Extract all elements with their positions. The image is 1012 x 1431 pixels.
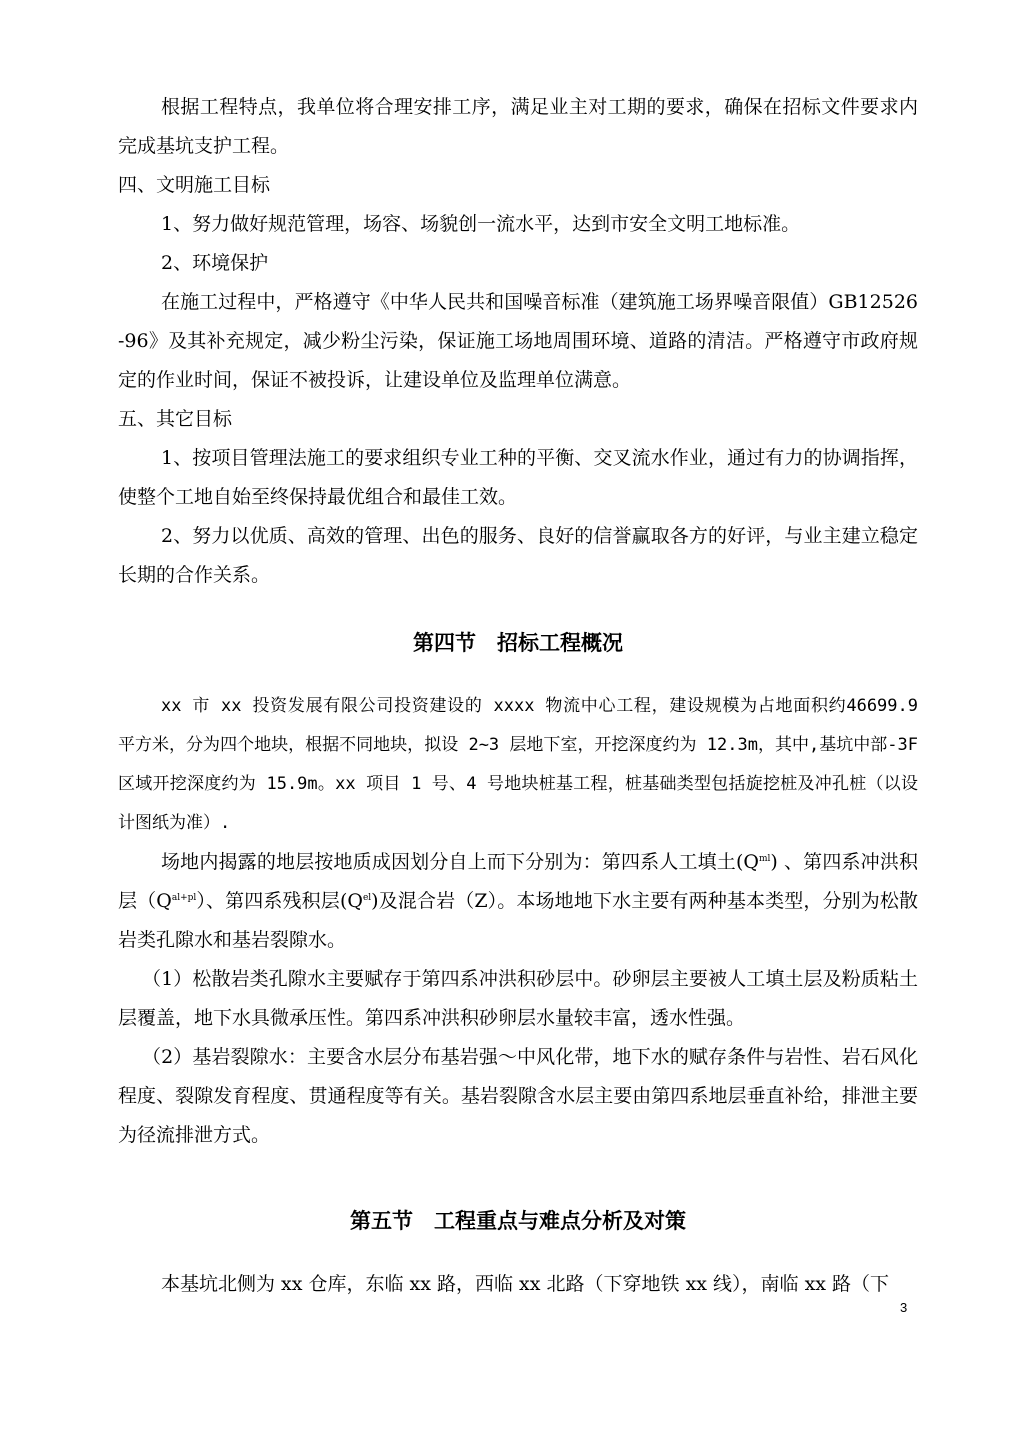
section-5-heading: 第五节 工程重点与难点分析及对策 [350,1209,686,1233]
strata-sup-alpl: al+pl [171,893,197,903]
strata-text-b: ) 、第四系冲洪积层（Q [118,851,919,912]
other-goal-2: 2、努力以优质、高效的管理、出色的服务、良好的信誉赢取各方的好评，与业主建立稳定长期的合作关系。 [118,525,918,586]
project-overview-paragraph: xx 市 xx 投资发展有限公司投资建设的 xxxx 物流中心工程，建设规模为占地面积约46699.9 平方米，分为四个地块，根据不同地块，拟设 2~3 层地下室，开挖深度约为 12.3m，其中,基坑中部-3F 区域开挖深度约为 15.9m。xx 项目 1 号、4 号地块桩基工程，桩基础类型包括旋挖桩及冲孔桩（以设计图纸为准）. [118,696,918,833]
page-number: 3 [900,1300,908,1315]
other-goal-1: 1、按项目管理法施工的要求组织专业工种的平衡、交叉流水作业，通过有力的协调指挥，使整个工地自始至终保持最优组合和最佳工效。 [118,447,918,508]
strata-text-a: 场地内揭露的地层按地质成因划分自上而下分别为：第四系人工填土(Q [161,851,759,873]
site-surroundings-paragraph: 本基坑北侧为 xx 仓库，东临 xx 路，西临 xx 北路（下穿地铁 xx 线），南临 xx 路（下 [161,1273,890,1295]
schedule-paragraph: 根据工程特点，我单位将合理安排工序，满足业主对工期的要求，确保在招标文件要求内完成基坑支护工程。 [118,96,918,157]
environment-paragraph: 在施工过程中，严格遵守《中华人民共和国噪音标准（建筑施工场界噪音限值）GB12526-96》及其补充规定，减少粉尘污染，保证施工场地周围环境、道路的清洁。严格遵守市政府规定的作业时间，保证不被投诉，让建设单位及监理单位满意。 [118,291,918,391]
strata-sup-ml: ml [758,854,771,864]
strata-text-c: ）、第四系残积层(Q [196,890,363,912]
strata-paragraph [118,843,918,960]
other-goals-title: 五、其它目标 [118,408,233,430]
pore-water-paragraph: （1）松散岩类孔隙水主要赋存于第四系冲洪积砂层中。砂卵层主要被人工填土层及粉质粘土层覆盖，地下水具微承压性。第四系冲洪积砂卵层水量较丰富，透水性强。 [118,968,918,1029]
section-4-heading: 第四节 招标工程概况 [413,631,623,655]
strata-text-d: )及混合岩（Z）。本场地地下水主要有两种基本类型，分别为松散岩类孔隙水和基岩裂隙水。 [118,890,918,951]
page-content [118,88,918,1304]
fissure-water-paragraph: （2）基岩裂隙水：主要含水层分布基岩强～中风化带，地下水的赋存条件与岩性、岩石风化程度、裂隙发育程度、贯通程度等有关。基岩裂隙含水层主要由第四系地层垂直补给，排泄主要为径流排泄方式。 [118,1046,918,1146]
civilized-construction-title: 四、文明施工目标 [118,174,271,196]
civilized-item-1: 1、努力做好规范管理，场容、场貌创一流水平，达到市安全文明工地标准。 [161,213,801,235]
civilized-item-2: 2、环境保护 [161,252,269,274]
strata-sup-el: el [362,893,372,903]
